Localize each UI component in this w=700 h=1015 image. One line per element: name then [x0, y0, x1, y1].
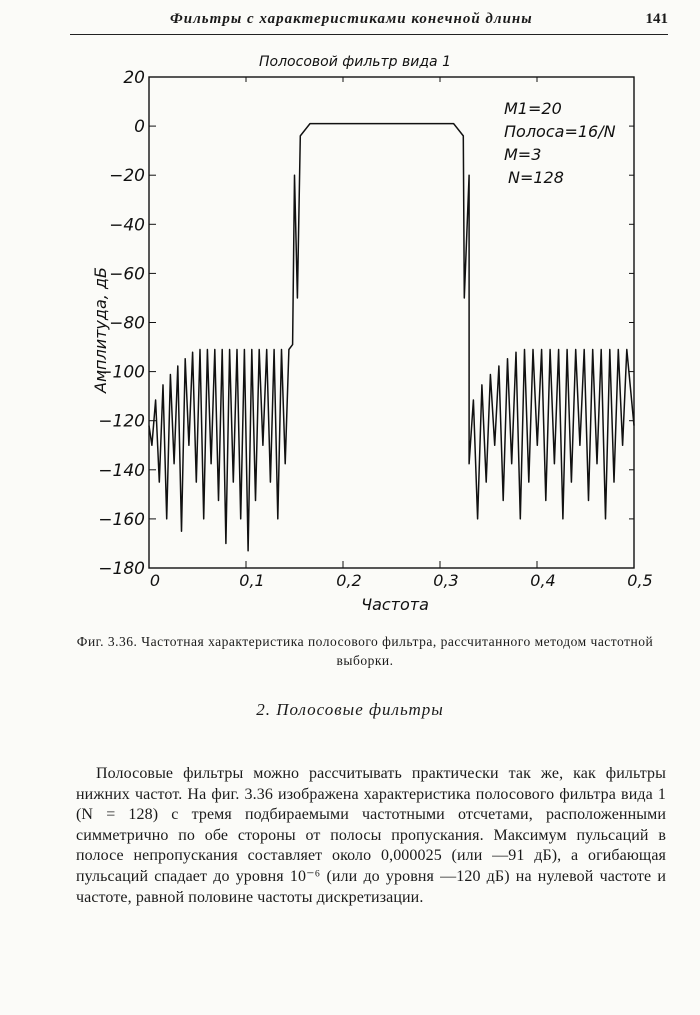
x-axis-label: Частота [361, 595, 429, 614]
frequency-response-curve [149, 124, 634, 551]
y-tick-label: 0 [134, 117, 145, 138]
page-number: 141 [645, 11, 668, 27]
running-title: Фильтры с характеристиками конечной длины [170, 11, 533, 27]
y-tick-label: −20 [109, 166, 145, 187]
x-tick-label: 0,2 [336, 571, 362, 590]
y-tick-label: −100 [98, 362, 145, 383]
running-header [70, 8, 668, 35]
section-heading: 2. Полосовые фильтры [256, 700, 444, 719]
y-tick-label: −40 [109, 215, 145, 236]
plot-frame-rect [149, 77, 634, 568]
y-tick-label: −80 [109, 313, 145, 334]
annotation-band: Полоса=16/N [504, 122, 616, 141]
bandpass-response-chart [0, 40, 700, 625]
x-tick-label: 0,4 [530, 571, 556, 590]
y-axis-label: Амплитуда, дБ [91, 267, 110, 393]
figure-caption: Фиг. 3.36. Частотная характеристика полосового фильтра, рассчитанного методом частотной выборки. [76, 634, 654, 668]
annotation-m: M=3 [504, 145, 542, 164]
chart-title: Полосовой фильтр вида 1 [259, 54, 451, 70]
y-tick-label: −160 [98, 509, 145, 530]
response-curve-group [149, 124, 634, 551]
x-tick-label: 0 [149, 571, 161, 590]
y-tick-label: −180 [98, 559, 145, 579]
annotation-m1: M1=20 [504, 99, 562, 118]
y-tick-label: −120 [98, 411, 145, 432]
y-tick-label: 20 [123, 68, 145, 88]
y-tick-label: −60 [109, 264, 145, 285]
y-tick-label: −140 [98, 460, 145, 481]
x-tick-label: 0,5 [627, 571, 653, 590]
plot-frame [149, 77, 634, 568]
x-tick-label: 0,3 [433, 571, 459, 590]
x-tick-label: 0,1 [239, 571, 265, 590]
body-paragraph: Полосовые фильтры можно рассчитывать практически так же, как фильтры нижних частот. На фиг. 3.36 изображена характеристика полосового фильтра вида 1 (N = 128) с тремя подбираемыми частотными отсчетами, расположенными симметрично по обе стороны от полосы пропускания. Максимум пульсаций в полосе непропускания составляет около 0,000025 (или —91 дБ), а огибающая пульсаций спадает до уровня 10⁻⁶ (или до уровня —120 дБ) на нулевой частоте и частоте, равной половине частоты дискретизации. [76, 765, 666, 906]
annotation-n: N=128 [508, 168, 564, 187]
